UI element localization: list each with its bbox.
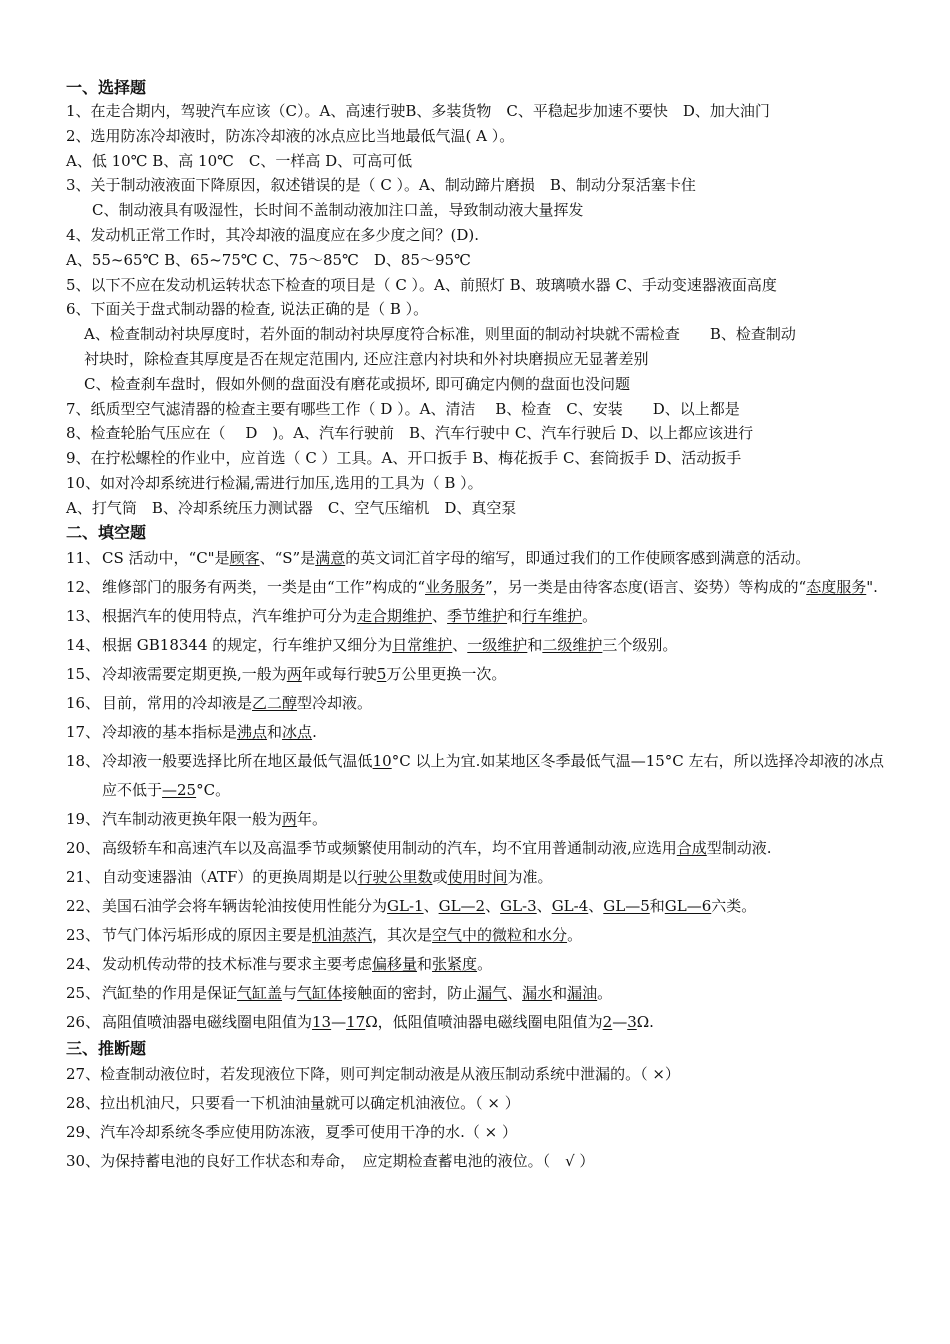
answer-blank: 2 <box>602 1012 613 1031</box>
judge-section <box>66 1060 884 1176</box>
judge-question-29: 29、汽车冷却系统冬季应使用防冻液，夏季可使用干净的水.（ × ） <box>66 1122 517 1141</box>
question-3-continuation: C、制动液具有吸湿性，长时间不盖制动液加注口盖，导致制动液大量挥发 <box>92 201 584 220</box>
question-number: 20、 <box>66 838 101 857</box>
section-title-choice: 一、选择题 <box>66 78 147 97</box>
question-2-options: A、低 10℃ B、高 10℃ C、一样高 D、可高可低 <box>66 151 413 170</box>
question-10-options: A、打气筒 B、冷却系统压力测试器 C、空气压缩机 D、真空泵 <box>66 498 517 517</box>
answer-blank: 两 <box>286 664 302 683</box>
question-number: 13、 <box>66 606 101 625</box>
answer-blank: 5 <box>376 664 387 683</box>
answer-blank: 使用时间 <box>447 867 508 886</box>
answer-blank: 漏油 <box>567 983 598 1002</box>
answer-blank: 空气中的微粒和水分 <box>432 925 568 944</box>
answer-blank: 偏移量 <box>372 954 418 973</box>
fill-question-17: 17、 冷却液的基本指标是沸点和冰点. <box>66 718 884 747</box>
fill-question-20: 20、 高级轿车和高速汽车以及高温季节或频繁使用制动的汽车，均不宜用普通制动液,应选用合成型制动液. <box>66 834 884 863</box>
question-number: 12、 <box>66 577 101 596</box>
answer-blank: 冰点 <box>282 722 313 741</box>
question-number: 15、 <box>66 664 101 683</box>
fill-question-14: 14、 根据 GB18344 的规定，行车维护又细分为日常维护、一级维护和二级维护三个级别。 <box>66 631 884 660</box>
question-6-option-c: C、检查刹车盘时，假如外侧的盘面没有磨花或损坏, 即可确定内侧的盘面也没问题 <box>84 374 631 393</box>
fill-question-15: 15、 冷却液需要定期更换,一般为两年或每行驶5万公里更换一次。 <box>66 660 884 689</box>
question-9: 9、在拧松螺栓的作业中，应首选（ C ）工具。A、开口扳手 B、梅花扳手 C、套筒扳手 D、活动扳手 <box>66 449 742 468</box>
question-8: 8、检查轮胎气压应在（ D )。A、汽车行驶前 B、汽车行驶中 C、汽车行驶后 D、以上都应该进行 <box>66 424 754 443</box>
answer-blank: 走合期维护 <box>357 606 433 625</box>
answer-blank: 17 <box>346 1012 366 1031</box>
question-6-option-b: 衬块时，除检查其厚度是否在规定范围内, 还应注意内衬块和外衬块磨损应无显著差别 <box>84 349 649 368</box>
question-number: 18、 <box>66 751 101 770</box>
answer-blank: 漏气 <box>477 983 508 1002</box>
answer-blank: 季节维护 <box>447 606 508 625</box>
fill-question-25: 25、 汽缸垫的作用是保证气缸盖与气缸体接触面的密封，防止漏气、漏水和漏油。 <box>66 979 884 1008</box>
answer-blank: GL-1 <box>387 896 424 915</box>
answer-blank: 气缸盖 <box>237 983 283 1002</box>
question-number: 17、 <box>66 722 101 741</box>
question-6: 6、下面关于盘式制动器的检查, 说法正确的是（ B ）。 <box>66 300 429 319</box>
fill-question-16: 16、 目前，常用的冷却液是乙二醇型冷却液。 <box>66 689 884 718</box>
question-1: 1、在走合期内，驾驶汽车应该（C）。A、高速行驶B、多装货物 C、平稳起步加速不要快 D、加大油门 <box>66 102 770 120</box>
judge-question-28: 28、拉出机油尺，只要看一下机油油量就可以确定机油液位。（ × ） <box>66 1093 520 1112</box>
answer-blank: 合成 <box>676 838 707 857</box>
answer-blank: 业务服务 <box>425 577 486 596</box>
answer-blank: GL—2 <box>438 896 486 915</box>
question-number: 26、 <box>66 1012 101 1031</box>
section-title-fill: 二、填空题 <box>66 522 147 542</box>
answer-blank: 张紧度 <box>432 954 478 973</box>
answer-blank: 漏水 <box>522 983 553 1002</box>
answer-blank: 二级维护 <box>542 635 603 654</box>
question-number: 25、 <box>66 983 101 1002</box>
question-4: 4、发动机正常工作时，其冷却液的温度应在多少度之间？(D). <box>66 225 480 244</box>
question-number: 21、 <box>66 867 101 886</box>
answer-blank: 乙二醇 <box>252 693 298 712</box>
answer-blank: 13 <box>312 1012 332 1031</box>
question-6-option-a: A、检查制动衬块厚度时，若外面的制动衬块厚度符合标准，则里面的制动衬块就不需检查 B、检查制动 <box>84 325 796 344</box>
fill-question-24: 24、 发动机传动带的技术标准与要求主要考虑偏移量和张紧度。 <box>66 950 884 979</box>
fill-question-12: 12、 维修部门的服务有两类，一类是由“工作”构成的“业务服务”，另一类是由待客态度(语言、姿势）等构成的“态度服务". <box>66 573 884 602</box>
fill-question-19: 19、 汽车制动液更换年限一般为两年。 <box>66 805 884 834</box>
question-number: 14、 <box>66 635 101 654</box>
question-3: 3、关于制动液液面下降原因，叙述错误的是（ C ）。A、制动蹄片磨损 B、制动分泵活塞卡住 <box>66 176 696 195</box>
fill-question-13: 13、 根据汽车的使用特点，汽车维护可分为走合期维护、季节维护和行车维护。 <box>66 602 884 631</box>
answer-blank: GL—5 <box>603 896 650 915</box>
question-7: 7、纸质型空气滤清器的检查主要有哪些工作（ D ）。A、清洁 B、检查 C、安装 D、以上都是 <box>66 399 740 418</box>
section-title-judge: 三、推断题 <box>66 1038 147 1058</box>
answer-blank: 一级维护 <box>467 635 528 654</box>
fill-question-26: 26、 高阻值喷油器电磁线圈电阻值为13—17Ω，低阻值喷油器电磁线圈电阻值为2—3Ω. <box>66 1008 884 1037</box>
question-5: 5、以下不应在发动机运转状态下检查的项目是（ C ）。A、前照灯 B、玻璃喷水器 C、手动变速器液面高度 <box>66 275 777 294</box>
question-number: 23、 <box>66 925 101 944</box>
answer-blank: 行驶公里数 <box>357 867 433 886</box>
fill-question-23: 23、 节气门体污垢形成的原因主要是机油蒸汽，其次是空气中的微粒和水分。 <box>66 921 884 950</box>
question-10: 10、如对冷却系统进行检漏,需进行加压,选用的工具为（ B ）。 <box>66 473 483 492</box>
answer-blank: 满意 <box>315 548 346 567</box>
question-number: 16、 <box>66 693 101 712</box>
question-number: 19、 <box>66 809 101 828</box>
answer-blank: GL—6 <box>664 896 712 915</box>
question-2: 2、选用防冻冷却液时，防冻冷却液的冰点应比当地最低气温( A ）。 <box>66 126 515 145</box>
answer-blank: 沸点 <box>237 722 268 741</box>
fill-question-18: 18、 冷却液一般要选择比所在地区最低气温低10°C 以上为宜.如某地区冬季最低气温—15°C 左右，所以选择冷却液的冰点应不低于—25°C。 <box>66 747 884 805</box>
answer-blank: 10 <box>372 751 392 770</box>
answer-blank: 行车维护 <box>522 606 583 625</box>
answer-blank: 机油蒸汽 <box>312 925 373 944</box>
answer-blank: GL-3 <box>500 896 537 915</box>
answer-blank: 态度服务 <box>806 577 867 596</box>
answer-blank: —25 <box>162 780 197 799</box>
answer-blank: 3 <box>627 1012 637 1031</box>
answer-blank: 日常维护 <box>392 635 453 654</box>
fill-question-11: 11、 CS 活动中，“C"是顾客、“S”是满意的英文词汇首字母的缩写，即通过我们的工作使顾客感到满意的活动。 <box>66 544 884 573</box>
question-number: 11、 <box>66 548 101 567</box>
question-number: 22、 <box>66 896 101 915</box>
answer-blank: 顾客 <box>229 548 260 567</box>
fill-question-22: 22、 美国石油学会将车辆齿轮油按使用性能分为GL-1、GL—2、GL-3、GL-4、GL—5和GL—6六类。 <box>66 892 884 921</box>
answer-blank: GL-4 <box>551 896 589 915</box>
answer-blank: 气缸体 <box>297 983 343 1002</box>
judge-question-30: 30、为保持蓄电池的良好工作状态和寿命， 应定期检查蓄电池的液位。（ √ ） <box>66 1151 595 1170</box>
fill-question-21: 21、 自动变速器油（ATF）的更换周期是以行驶公里数或使用时间为准。 <box>66 863 884 892</box>
fill-in-section <box>66 544 884 1037</box>
question-number: 24、 <box>66 954 101 973</box>
judge-question-27: 27、检查制动液位时，若发现液位下降，则可判定制动液是从液压制动系统中泄漏的。（ ×） <box>66 1064 680 1083</box>
exam-page <box>66 76 884 1176</box>
question-4-options: A、55~65℃ B、65~75℃ C、75～85℃ D、85～95℃ <box>66 250 471 269</box>
answer-blank: 两 <box>282 809 298 828</box>
